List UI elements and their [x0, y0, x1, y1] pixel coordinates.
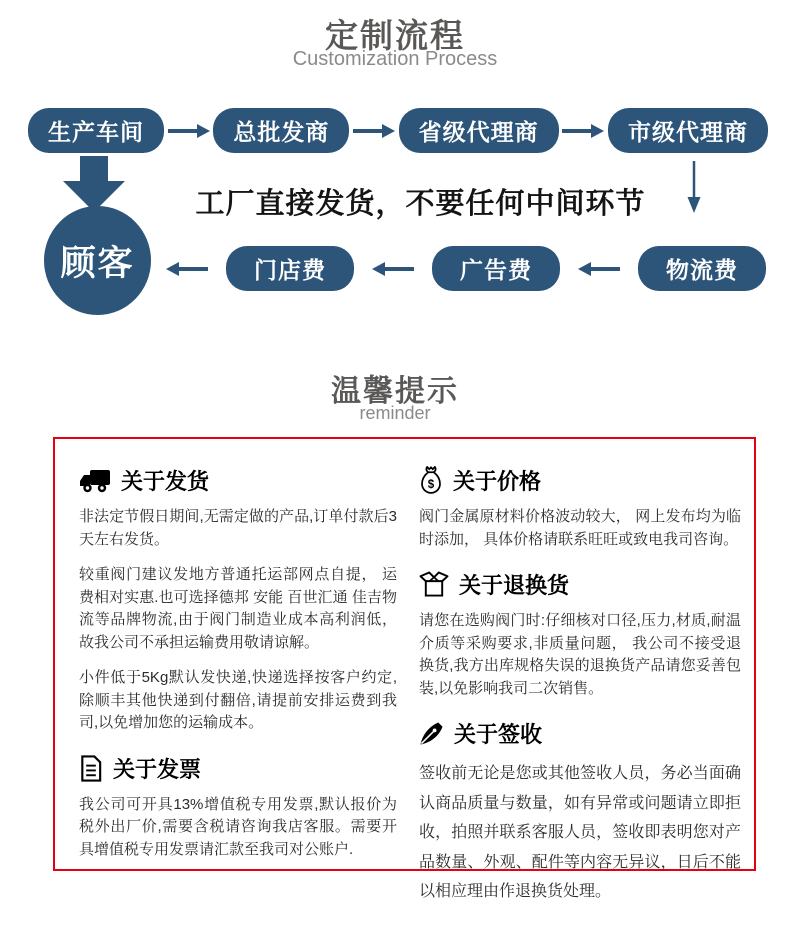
flow-node-advertising-fee: 广告费 [432, 246, 560, 291]
shipping-paragraph: 较重阀门建议发地方普通托运部网点自提， 运费相对实惠.也可选择德邦 安能 百世汇通 佳吉物流等品牌物流,由于阀门制造业成本高利润低， 故我公司不承担运输费用敬请谅解。 [79, 566, 397, 651]
money-bag-icon [419, 466, 443, 495]
arrow-right-icon [562, 123, 604, 139]
arrow-left-icon [578, 261, 620, 277]
arrow-down-icon [686, 161, 702, 213]
flow-node-production-workshop: 生产车间 [28, 108, 164, 153]
returns-section-title: 关于退换货 [459, 573, 570, 598]
process-title: 定制流程 [325, 17, 465, 54]
pen-icon [419, 721, 444, 746]
returns-paragraph: 请您在选购阀门时:仔细核对口径,压力,材质,耐温介质等采购要求,非质量问题， 我公司不接受退换货,我方出库规格失误的退换货产品请您妥善包装,以免影响我司二次销售。 [419, 612, 741, 697]
invoice-section-title: 关于发票 [113, 756, 202, 782]
flow-bottom-row [166, 246, 766, 291]
svg-text:$: $ [427, 477, 435, 491]
returns-section-heading [419, 569, 741, 600]
block-arrow-down-icon [63, 156, 125, 212]
truck-icon [79, 469, 111, 493]
receipt-section-heading [419, 718, 741, 749]
shipping-section-heading [79, 465, 397, 496]
arrow-right-icon [168, 123, 210, 139]
shipping-section-title: 关于发货 [121, 469, 210, 494]
flow-node-provincial-agent: 省级代理商 [399, 108, 559, 153]
reminder-left-column [79, 465, 397, 874]
invoice-section-heading [79, 753, 397, 784]
price-section-title: 关于价格 [453, 469, 542, 494]
open-box-icon [419, 571, 449, 598]
invoice-paragraph: 我公司可开具13%增值税专用发票,默认报价为税外出厂价,需要含税请咨询我店客服。需要开具增值税专用发票请汇款至我司对公账户. [79, 795, 397, 858]
arrow-right-icon [353, 123, 395, 139]
reminder-title: 温馨提示 [331, 375, 459, 408]
shipping-paragraph: 非法定节假日期间,无需定做的产品,订单付款后3天左右发货。 [79, 508, 397, 548]
reminder-subtitle: reminder [359, 403, 431, 423]
flow-slogan: 工厂直接发货，不要任何中间环节 [195, 188, 646, 220]
reminder-right-column [419, 465, 741, 907]
invoice-icon [79, 755, 103, 782]
flow-node-customer: 顾客 [44, 206, 151, 315]
reminder-box [53, 437, 756, 901]
flow-node-store-fee: 门店费 [226, 246, 354, 291]
receipt-section-title: 关于签收 [454, 722, 543, 747]
flow-node-general-wholesaler: 总批发商 [213, 108, 349, 153]
flow-node-city-agent: 市级代理商 [608, 108, 768, 153]
receipt-paragraph: 签收前无论是您或其他签收人员，务必当面确认商品质量与数量，如有异常或问题请立即拒收，拍照并联系客服人员，签收即表明您对产品数量、外观、配件等内容无异议，日后不能以相应理由作退换货处理。 [419, 765, 741, 901]
arrow-left-icon [372, 261, 414, 277]
arrow-left-icon [166, 261, 208, 277]
process-subtitle: Customization Process [292, 48, 498, 70]
price-paragraph: 阀门金属原材料价格波动较大， 网上发布均为临时添加， 具体价格请联系旺旺或致电我司咨询。 [419, 508, 741, 548]
price-section-heading [419, 465, 741, 496]
flow-node-logistics-fee: 物流费 [638, 246, 766, 291]
flow-top-row [28, 108, 768, 153]
shipping-paragraph: 小件低于5Kg默认发快递,快递选择按客户约定,除顺丰其他快递到付翻倍,请提前安排运费到我司,以免增加您的运输成本。 [79, 669, 397, 731]
